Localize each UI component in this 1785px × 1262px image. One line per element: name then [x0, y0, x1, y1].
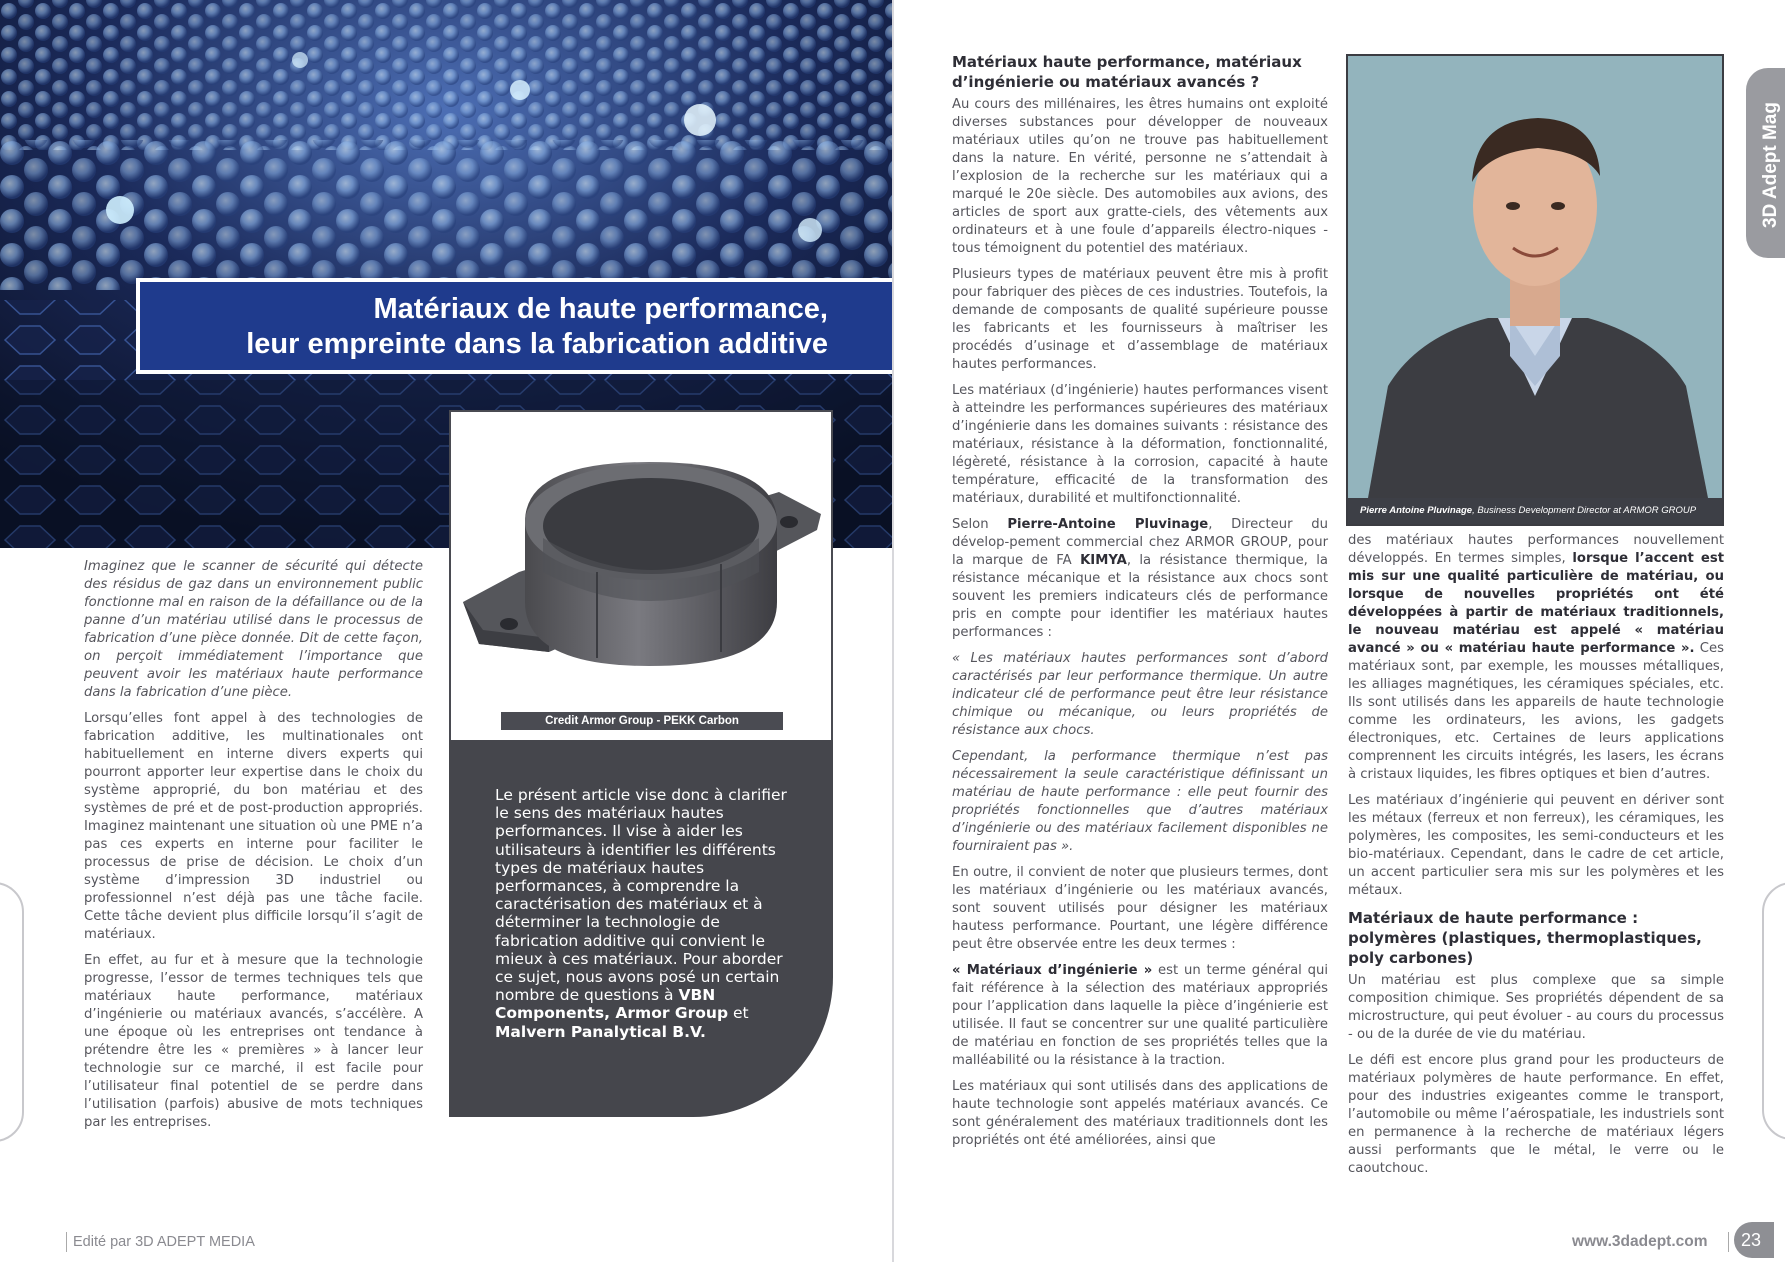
person-name: Pierre-Antoine Pluvinage — [1007, 517, 1209, 532]
text-fragment: est un terme général qui fait référence à la sélection des matériaux appropriés pour l’application dans laquelle la pièce d’ingénierie est utilisée. Il faut se concentrer sur une qualité particulière de matériau en fonction de ses propriétés telles que la malléabilité ou la résistance à la traction. — [952, 963, 1329, 1068]
body-paragraph — [1348, 532, 1724, 784]
text-fragment: , Directeur du dévelop-pement commercial chez ARMOR GROUP, pour la marque de FA — [952, 517, 1328, 568]
text-fragment: Selon — [952, 517, 989, 532]
magazine-side-tab — [1746, 68, 1785, 258]
body-paragraph: Le défi est encore plus grand pour les producteurs de matériaux polymères de haute performance. En effet, pour des industries exigeantes comme le transport, l’automobile ou même l’aérospatiale, les industriels sont en permanence à la recherche de matériaux légers aussi performants que le métal, le verre ou le caoutchouc. — [1348, 1053, 1724, 1176]
side-tab-label: 3D Adept Mag — [1760, 102, 1781, 228]
article-title-line-1: Matériaux de haute performance, — [373, 293, 828, 325]
photo-credit: Credit Armor Group - PEKK Carbon — [501, 712, 783, 730]
pekk-clamp-part-icon — [459, 452, 827, 702]
section-heading: Matériaux de haute performance : polymères (plastiques, thermoplastiques, poly carbones) — [1348, 909, 1702, 967]
article-summary-panel — [449, 740, 833, 1117]
panel-text: Le présent article vise donc à clarifier le sens des matériaux hautes performances. Il vise à aider les utilisateurs à identifier les différents types de matériaux hautes performances, à comprendre la caractérisation des matériaux et à déterminer la technologie de fabrication additive qui convient le mieux à ces matériaux. Pour aborder ce sujet, nous avons posé un certain nombre de questions à — [495, 786, 787, 1005]
portrait-caption — [1348, 498, 1722, 524]
left-side-tab — [0, 882, 24, 1142]
text-fragment: , la résistance thermique, la résistance mécanique et la résistance aux chocs sont souvent les premiers indicateurs clés de performance pris en compte pour identifier les matériaux hautes performances : — [952, 553, 1328, 640]
footer-divider — [1728, 1232, 1729, 1252]
highlighted-definition: lorsque l’accent est mis sur une qualité particulière de matériau, ou lorsque de nouvelles propriétés ont été développées à partir de matériaux traditionnels, le nouveau matériau est appelé « matériau avancé » ou « matériau haute performance ». — [1348, 551, 1725, 656]
text-fragment: des matériaux hautes performances nouvellement développés. En termes simples, — [1348, 533, 1724, 566]
brand-name: KIMYA — [1080, 553, 1127, 568]
right-side-tab — [1762, 882, 1785, 1140]
right-text-column-2 — [1348, 532, 1724, 1186]
right-text-column-1 — [952, 52, 1328, 1158]
text-fragment: Ces matériaux sont, par exemple, les mousses métalliques, les alliages magnétiques, les céramiques spéciales, etc. Ils sont utilisés dans les appareils de haute technologie comme les ordinateurs, les avions, les gadgets électroniques, etc. Certaines de leurs applications comprennent les circuits intégrés, les lasers, les écrans à cristaux liquides, les fibres optiques et bien d’autres. — [1348, 641, 1724, 782]
defined-term: « Matériaux d’ingénierie » — [952, 963, 1153, 978]
person-portrait-icon — [1348, 56, 1722, 498]
panel-company-2: Malvern Panalytical B.V. — [495, 1022, 706, 1041]
left-text-column — [84, 558, 423, 1140]
publisher-footer: Edité par 3D ADEPT MEDIA — [66, 1232, 255, 1252]
panel-connector: et — [732, 1004, 749, 1023]
body-paragraph: Les matériaux qui sont utilisés dans des applications de haute technologie sont appelés matériaux avancés. Ce sont généralement des matériaux traditionnels dont les propriétés ont été améliorées, ainsi que — [952, 1079, 1328, 1148]
article-title-line-2: leur empreinte dans la fabrication additive — [246, 328, 828, 360]
panel-company-1: VBN Components, Armor Group — [495, 986, 729, 1023]
body-paragraph: En outre, il convient de noter que plusieurs termes, dont les matériaux d’ingénierie ou les matériaux avancés, sont souvent utilisés pour désigner les matériaux hautess performance. Pourtant, une légère différence peut être observée entre les deux termes : — [952, 865, 1328, 952]
body-paragraph: Plusieurs types de matériaux peuvent être mis à profit pour fabriquer des pièces de ces industries. Toutefois, la demande de composants de qualité supérieure pousse les fabricants et les fournisseurs à maîtriser les procédés d’usinage et d’assemblage de matériaux hautes performances. — [952, 267, 1328, 372]
body-paragraph — [952, 962, 1328, 1070]
caption-role: , Business Development Director at ARMOR GROUP — [1472, 505, 1697, 516]
portrait-photo — [1346, 54, 1724, 526]
body-paragraph: Lorsqu’elles font appel à des technologies de fabrication additive, les multinationales ont habituellement en interne divers experts qui pourront apporter leur expertise dans le choix du système approprié, du bon matériau et des systèmes de pré et de post-production appropriés. Imaginez maintenant une situation où une PME n’a pas ces experts en interne pour faciliter le processus de prise de décision. Le choix d’un système d’impression 3D industriel ou professionnel n’est déjà pas une tâche facile. Cette tâche devient plus difficile lorsqu’il s’agit de matériaux. — [84, 711, 423, 942]
body-paragraph: Les matériaux (d’ingénierie) hautes performances visent à atteindre les performances supérieures des matériaux d’ingénierie dans les domaines suivants : résistance des matériaux, résistance à la déformation, fonctionnalité, légèreté, résistance à la corrosion, capacité à haute température, efficacité de la transformation des matériaux, durabilité et multifonctionnalité. — [952, 383, 1328, 506]
caption-name: Pierre Antoine Pluvinage — [1360, 505, 1473, 516]
body-paragraph: En effet, au fur et à mesure que la technologie progresse, l’essor de termes techniques tels que matériaux haute performance, matériaux d’ingénierie ou matériaux avancés, s’accélère. A une époque où les entreprises ont tendance à prétendre être les « premières » à lancer leur technologie sur ce marché, il est facile pour l’utilisateur final potentiel de se perdre dans l’utilisation (parfois) abusive de mots techniques par les entreprises. — [84, 953, 423, 1130]
website-footer[interactable]: www.3dadept.com — [1572, 1233, 1708, 1250]
page-number: 23 — [1734, 1222, 1774, 1258]
left-page — [0, 0, 892, 1262]
right-page — [894, 0, 1785, 1262]
article-title-banner — [136, 278, 892, 374]
body-paragraph: Un matériau est plus complexe que sa simple composition chimique. Ses propriétés dépendent de sa microstructure, qui peut évoluer - au cours du processus - ou de la durée de vie du matériau. — [1348, 973, 1724, 1042]
body-paragraph: Au cours des millénaires, les êtres humains ont exploité diverses substances pour développer de nouveaux matériaux utiles qu’on ne trouve pas habituellement dans la nature. En vérité, personne ne s’attendait à l’explosion de la recherche sur les matériaux qui a marqué le 20e siècle. Des automobiles aux avions, des articles de sport aux gratte-ciels, des vêtements aux ordinateurs et à une foule d’appareils électro-niques - tous témoignent du potentiel des matériaux. — [952, 97, 1328, 256]
product-feature-box — [449, 410, 833, 1117]
quote-paragraph: Cependant, la performance thermique n’est pas nécessairement la seule caractéristique définissant un matériau de haute performance : elle peut fournir des propriétés fonctionnelles que d’autres matériaux d’ingénierie ou des matériaux facilement disponibles ne fourniraient pas ». — [952, 749, 1328, 854]
section-heading: Matériaux haute performance, matériaux d’ingénierie ou matériaux avancés ? — [952, 53, 1302, 91]
quote-paragraph: « Les matériaux hautes performances sont d’abord caractérisés par leur performance thermique. Un autre indicateur clé de performance peut être leur résistance chimique ou mécanique, ou leurs propriétés de résistance aux chocs. — [952, 651, 1328, 738]
intro-paragraph: Imaginez que le scanner de sécurité qui détecte des résidus de gaz dans un environnement public fonctionne mal en raison de la défaillance ou de la panne d’un matériau utilisé dans le processus de fabrication d’une pièce donnée. Dit de cette façon, on perçoit immédiatement l’importance que peuvent avoir les matériaux haute performance dans la fabrication d’une pièce. — [84, 559, 423, 700]
body-paragraph: Les matériaux d’ingénierie qui peuvent en dériver sont les métaux (ferreux et non ferreux), les céramiques, les polymères, les composites, les semi-conducteurs et les bio-matériaux. Cependant, dans le cadre de cet article, un accent particulier sera mis sur les polymères et les métaux. — [1348, 793, 1724, 898]
body-paragraph-quote-intro — [952, 516, 1328, 642]
product-photo — [449, 410, 833, 740]
